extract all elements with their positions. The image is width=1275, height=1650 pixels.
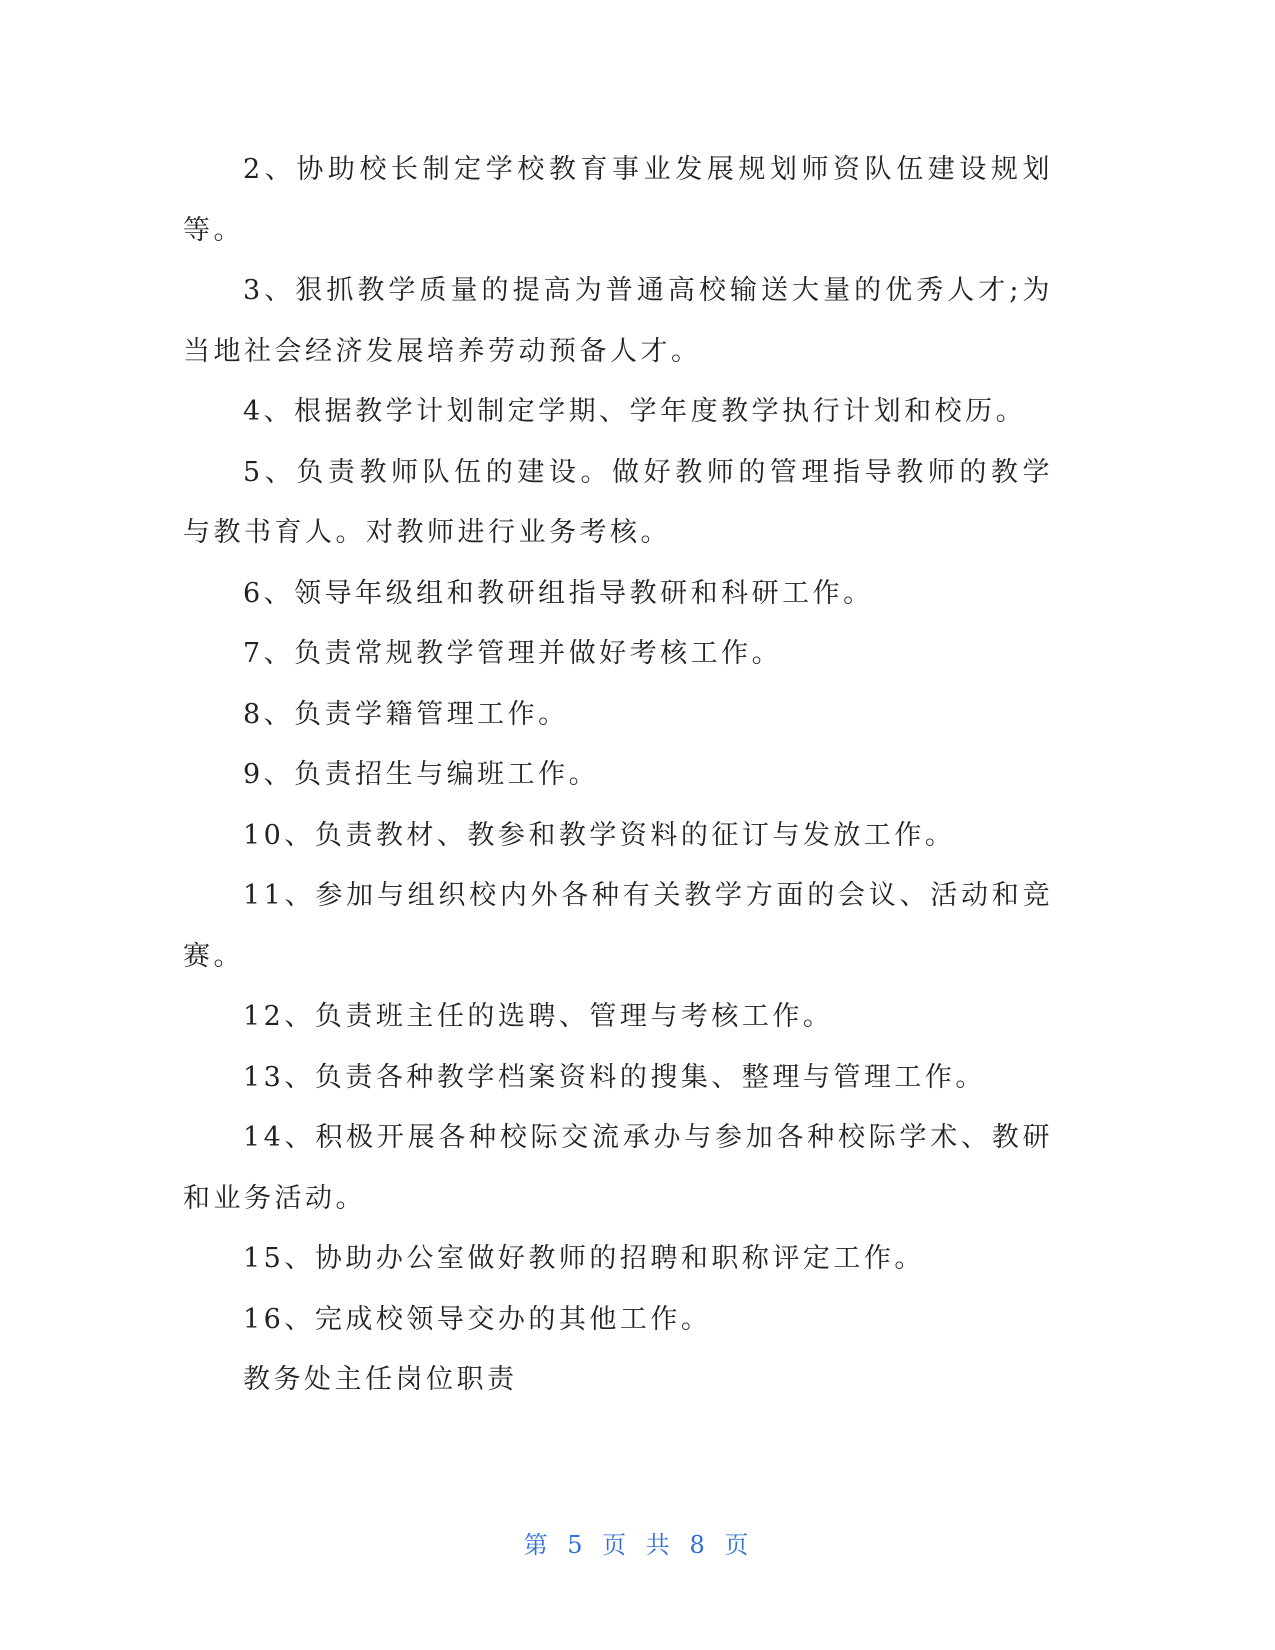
paragraph-10: 10、负责教材、教参和教学资料的征订与发放工作。 bbox=[243, 819, 956, 851]
paragraph-13: 13、负责各种教学档案资料的搜集、整理与管理工作。 bbox=[243, 1061, 986, 1093]
paragraph-3: 3、狠抓教学质量的提高为普通高校输送大量的优秀人才;为当地社会经济发展培养劳动预备人才。 bbox=[183, 275, 1053, 367]
paragraph-2: 2、协助校长制定学校教育事业发展规划师资队伍建设规划等。 bbox=[183, 154, 1053, 246]
paragraph-14: 14、积极开展各种校际交流承办与参加各种校际学术、教研和业务活动。 bbox=[183, 1122, 1053, 1214]
page-number-footer: 第 5 页 共 8 页 bbox=[523, 1531, 752, 1559]
paragraph-7: 7、负责常规教学管理并做好考核工作。 bbox=[243, 638, 783, 669]
paragraph-9: 9、负责招生与编班工作。 bbox=[243, 759, 600, 790]
paragraph-16: 16、完成校领导交办的其他工作。 bbox=[243, 1303, 712, 1335]
paragraph-8: 8、负责学籍管理工作。 bbox=[243, 698, 569, 730]
paragraph-4: 4、根据教学计划制定学期、学年度教学执行计划和校历。 bbox=[243, 396, 1027, 427]
paragraph-5: 5、负责教师队伍的建设。做好教师的管理指导教师的教学与教书育人。对教师进行业务考核。 bbox=[183, 456, 1053, 548]
paragraph-11: 11、参加与组织校内外各种有关教学方面的会议、活动和竞赛。 bbox=[183, 880, 1053, 972]
paragraph-15: 15、协助办公室做好教师的招聘和职称评定工作。 bbox=[243, 1243, 925, 1274]
document-body bbox=[183, 140, 1053, 1411]
paragraph-6: 6、领导年级组和教研组指导教研和科研工作。 bbox=[243, 577, 874, 609]
section-heading: 教务处主任岗位职责 bbox=[243, 1364, 518, 1395]
paragraph-12: 12、负责班主任的选聘、管理与考核工作。 bbox=[243, 1001, 834, 1032]
